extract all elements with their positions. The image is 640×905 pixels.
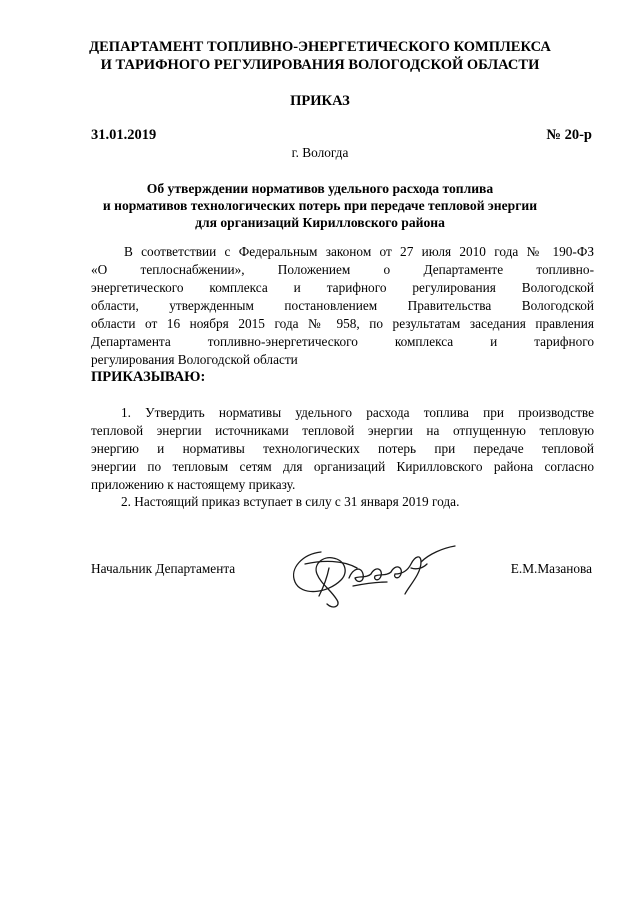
- document-type: ПРИКАЗ: [290, 93, 350, 109]
- preamble-line-6: Департамента топливно-энергетического комплекса и тарифного: [91, 334, 594, 349]
- preamble-line-5: области от 16 ноября 2015 года № 958, по результатам заседания правления: [91, 316, 594, 331]
- order-title-line-3: для организаций Кирилловского района: [195, 215, 445, 230]
- item-1-line-5: приложению к настоящему приказу.: [91, 477, 296, 492]
- order-word: ПРИКАЗЫВАЮ:: [91, 369, 206, 385]
- department-name-line-1: ДЕПАРТАМЕНТ ТОПЛИВНО-ЭНЕРГЕТИЧЕСКОГО КОМПЛЕКСА: [89, 39, 551, 55]
- item-1-line-2: тепловой энергии источниками тепловой энергии на отпущенную тепловую: [91, 423, 594, 438]
- signatory-name: Е.М.Мазанова: [510, 561, 592, 576]
- preamble-line-7: регулирования Вологодской области: [91, 352, 298, 367]
- item-1-line-4: энергии по тепловым сетям для организаций Кирилловского района согласно: [91, 459, 594, 474]
- preamble-line-3: энергетического комплекса и тарифного регулирования Вологодской: [91, 280, 594, 295]
- order-date: 31.01.2019: [91, 127, 157, 143]
- preamble-line-4: области, утвержденным постановлением Правительства Вологодской: [91, 298, 594, 313]
- preamble-line-1: В соответствии с Федеральным законом от 27 июля 2010 года № 190-ФЗ: [124, 244, 594, 259]
- signatory-position: Начальник Департамента: [91, 561, 236, 576]
- department-name-line-2: И ТАРИФНОГО РЕГУЛИРОВАНИЯ ВОЛОГОДСКОЙ ОБЛАСТИ: [100, 57, 540, 73]
- order-title-line-1: Об утверждении нормативов удельного расхода топлива: [146, 181, 494, 196]
- order-number: № 20-р: [546, 127, 592, 143]
- preamble-line-2: «О теплоснабжении», Положением о Департаменте топливно-: [91, 262, 594, 277]
- item-2: 2. Настоящий приказ вступает в силу с 31 января 2019 года.: [121, 494, 460, 509]
- handwritten-signature: [283, 534, 463, 614]
- city: г. Вологда: [291, 145, 349, 160]
- item-1-line-3: энергию и нормативы технологических потерь при передаче тепловой: [91, 441, 594, 456]
- order-title-line-2: и нормативов технологических потерь при передаче тепловой энергии: [102, 198, 538, 213]
- item-1-line-1: 1. Утвердить нормативы удельного расхода топлива при производстве: [121, 405, 594, 420]
